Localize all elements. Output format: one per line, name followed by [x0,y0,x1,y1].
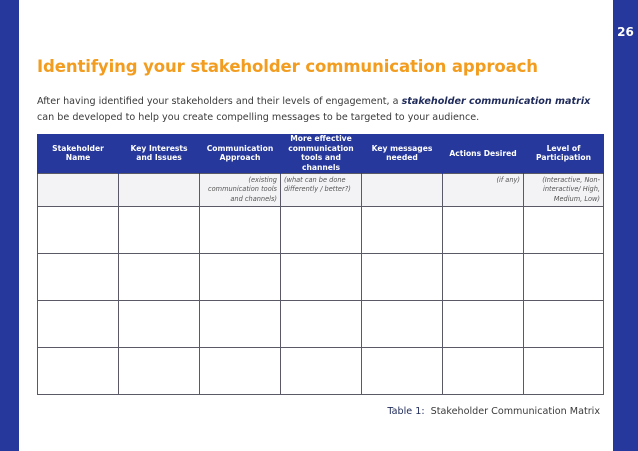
header-key-interests: Key Interests and Issues [119,134,200,173]
intro-emphasis: stakeholder communication matrix [401,96,591,107]
note-cell [38,173,119,207]
table-caption [387,406,600,417]
caption-label: Table 1: [387,406,425,417]
table-cell[interactable] [281,207,362,254]
table-cell[interactable] [281,254,362,301]
table-cell[interactable] [362,301,443,348]
table-cell[interactable] [119,254,200,301]
header-key-messages: Key messages needed [362,134,443,173]
table-cell[interactable] [281,348,362,395]
table-cell[interactable] [443,301,524,348]
note-cell [362,173,443,207]
header-communication-approach: Communication Approach [200,134,281,173]
table-cell[interactable] [443,348,524,395]
table-cell[interactable] [200,301,281,348]
table-cell[interactable] [524,254,604,301]
table-row [38,254,604,301]
table-cell[interactable] [200,254,281,301]
table-row [38,348,604,395]
note-cell: (existing communication tools and channels) [200,173,281,207]
table-note-row [38,173,604,207]
table-cell[interactable] [281,301,362,348]
page-number: 26 [617,25,634,39]
table-cell[interactable] [38,301,119,348]
table-cell[interactable] [524,207,604,254]
header-effective-tools: More effective communication tools and channels [281,134,362,173]
page-title: Identifying your stakeholder communication approach [37,57,538,76]
note-cell: (if any) [443,173,524,207]
table-cell[interactable] [38,348,119,395]
note-cell: (what can be done differently / better?) [281,173,362,207]
header-level-of-participation: Level of Participation [524,134,604,173]
table-cell[interactable] [119,348,200,395]
intro-text-before: After having identified your stakeholders and their levels of engagement, a [37,96,402,107]
table-cell[interactable] [38,207,119,254]
table-cell[interactable] [38,254,119,301]
table-cell[interactable] [362,207,443,254]
table-cell[interactable] [119,207,200,254]
table-cell[interactable] [200,348,281,395]
stakeholder-communication-matrix [37,134,604,395]
table-row [38,207,604,254]
table-cell[interactable] [524,301,604,348]
table-cell[interactable] [443,207,524,254]
intro-text-after: can be developed to help you create compelling messages to be targeted to your audience. [37,112,480,123]
intro-paragraph [37,94,597,126]
table-cell[interactable] [119,301,200,348]
table-cell[interactable] [362,254,443,301]
header-actions-desired: Actions Desired [443,134,524,173]
note-cell: (Interactive, Non-interactive/ High, Medium, Low) [524,173,604,207]
note-cell [119,173,200,207]
header-stakeholder-name: Stakeholder Name [38,134,119,173]
left-margin-bar [0,0,19,451]
table-cell[interactable] [200,207,281,254]
right-margin-bar [613,0,638,451]
table-cell[interactable] [524,348,604,395]
table-header-row [38,134,604,173]
table-cell[interactable] [362,348,443,395]
caption-text: Stakeholder Communication Matrix [430,406,600,417]
table-row [38,301,604,348]
table-cell[interactable] [443,254,524,301]
